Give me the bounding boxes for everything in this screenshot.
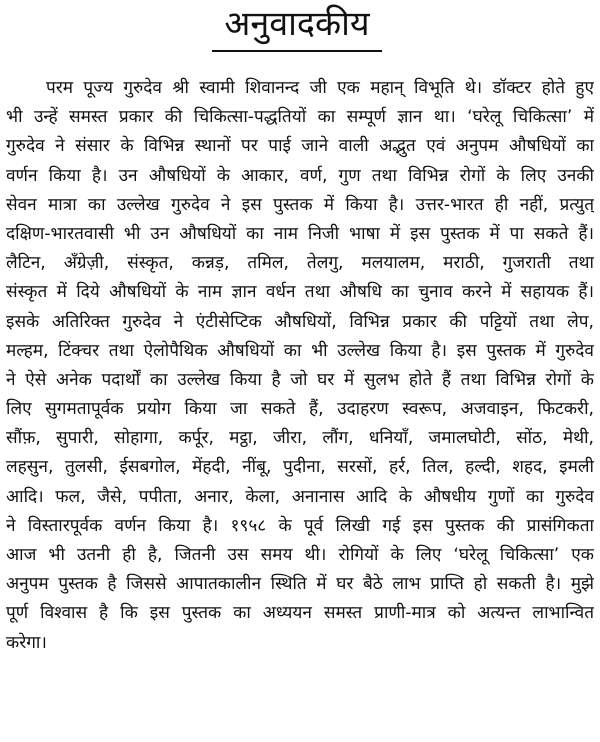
paragraph-line: भी उन्हें समस्त प्रकार की चिकित्सा-पद्धतियों का सम्पूर्ण ज्ञान था। ‘घरेलू चिकित्सा’ में (6, 107, 594, 128)
paragraph-line: सेवन मात्रा का उल्लेख गुरुदेव ने इस पुस्तक में किया है। उत्तर-भारत ही नहीं, प्रत्युत् (6, 194, 594, 215)
paragraph-line: लिए सुगमतापूर्वक प्रयोग किया जा सकते हैं, उदाहरण स्वरूप, अजवाइन, फिटकरी, (6, 399, 594, 420)
paragraph-line: करेगा। (6, 632, 47, 653)
paragraph-line: गुरुदेव ने संसार के विभिन्न स्थानों पर पाई जाने वाली अद्भुत एवं अनुपम औषधियों का (6, 136, 594, 157)
paragraph-line: दक्षिण-भारतवासी भी उन औषधियों का नाम निजी भाषा में इस पुस्तक में पा सकते हैं। (6, 223, 594, 244)
body-paragraph (6, 74, 594, 658)
paragraph-line: परम पूज्य गुरुदेव श्री स्वामी शिवानन्द जी एक महान् विभूति थे। डॉक्टर होते हुए (46, 78, 594, 98)
title-underline (212, 50, 382, 52)
paragraph-line: मल्हम, टिंक्चर तथा ऐलोपैथिक औषधियों का भी उल्लेख किया है। इस पुस्तक में गुरुदेव (6, 340, 594, 361)
paragraph-line: आज भी उतनी ही है, जितनी उस समय थी। रोगियों के लिए ‘घरेलू चिकित्सा’ एक (6, 545, 594, 565)
paragraph-line: ने ऐसे अनेक पदार्थों का उल्लेख किया है जो घर में सुलभ होते हैं तथा विभिन्न रोगों के (6, 369, 594, 390)
paragraph-line: आदि। फल, जैसे, पपीता, अनार, केला, अनानास आदि के औषधीय गुणों का गुरुदेव (6, 486, 594, 507)
paragraph-line: पूर्ण विश्वास है कि इस पुस्तक का अध्ययन समस्त प्राणी-मात्र को अत्यन्त लाभान्वित (6, 603, 594, 624)
paragraph-line: लैटिन, अँग्रेज़ी, संस्कृत, कन्नड़, तमिल, तेलगु, मलयालम, मराठी, गुजराती तथा (6, 253, 594, 274)
paragraph-line: अनुपम पुस्तक है जिससे आपातकालीन स्थिति में घर बैठे लाभ प्राप्ति हो सकती है। मुझे (6, 574, 594, 595)
paragraph-line: वर्णन किया है। उन औषधियों के आकार, वर्ण, गुण तथा विभिन्न रोगों के लिए उनकी (6, 165, 594, 186)
page-title: अनुवादकीय (224, 4, 370, 44)
paragraph-line: ने विस्तारपूर्वक वर्णन किया है। १९५८ के पूर्व लिखी गई इस पुस्तक की प्रासंगिकता (6, 515, 594, 536)
paragraph-line: लहसुन, तुलसी, ईसबगोल, मेंहदी, नींबू, पुदीना, सरसों, हर्र, तिल, हल्दी, शहद, इमली (6, 457, 594, 478)
paragraph-line: संस्कृत में दिये औषधियों के नाम ज्ञान वर्धन तथा औषधि का चुनाव करने में सहायक हैं। (6, 282, 594, 303)
paragraph-line: इसके अतिरिक्त गुरुदेव ने एंटीसेप्टिक औषधियों, विभिन्न प्रकार की पट्टियों तथा लेप, (6, 311, 594, 332)
title-block (212, 0, 382, 56)
paragraph-line: सौंफ़, सुपारी, सोहागा, कर्पूर, मट्ठा, जीरा, लौंग, धनियाँ, जमालघोटी, सोंठ, मेथी, (6, 428, 594, 449)
